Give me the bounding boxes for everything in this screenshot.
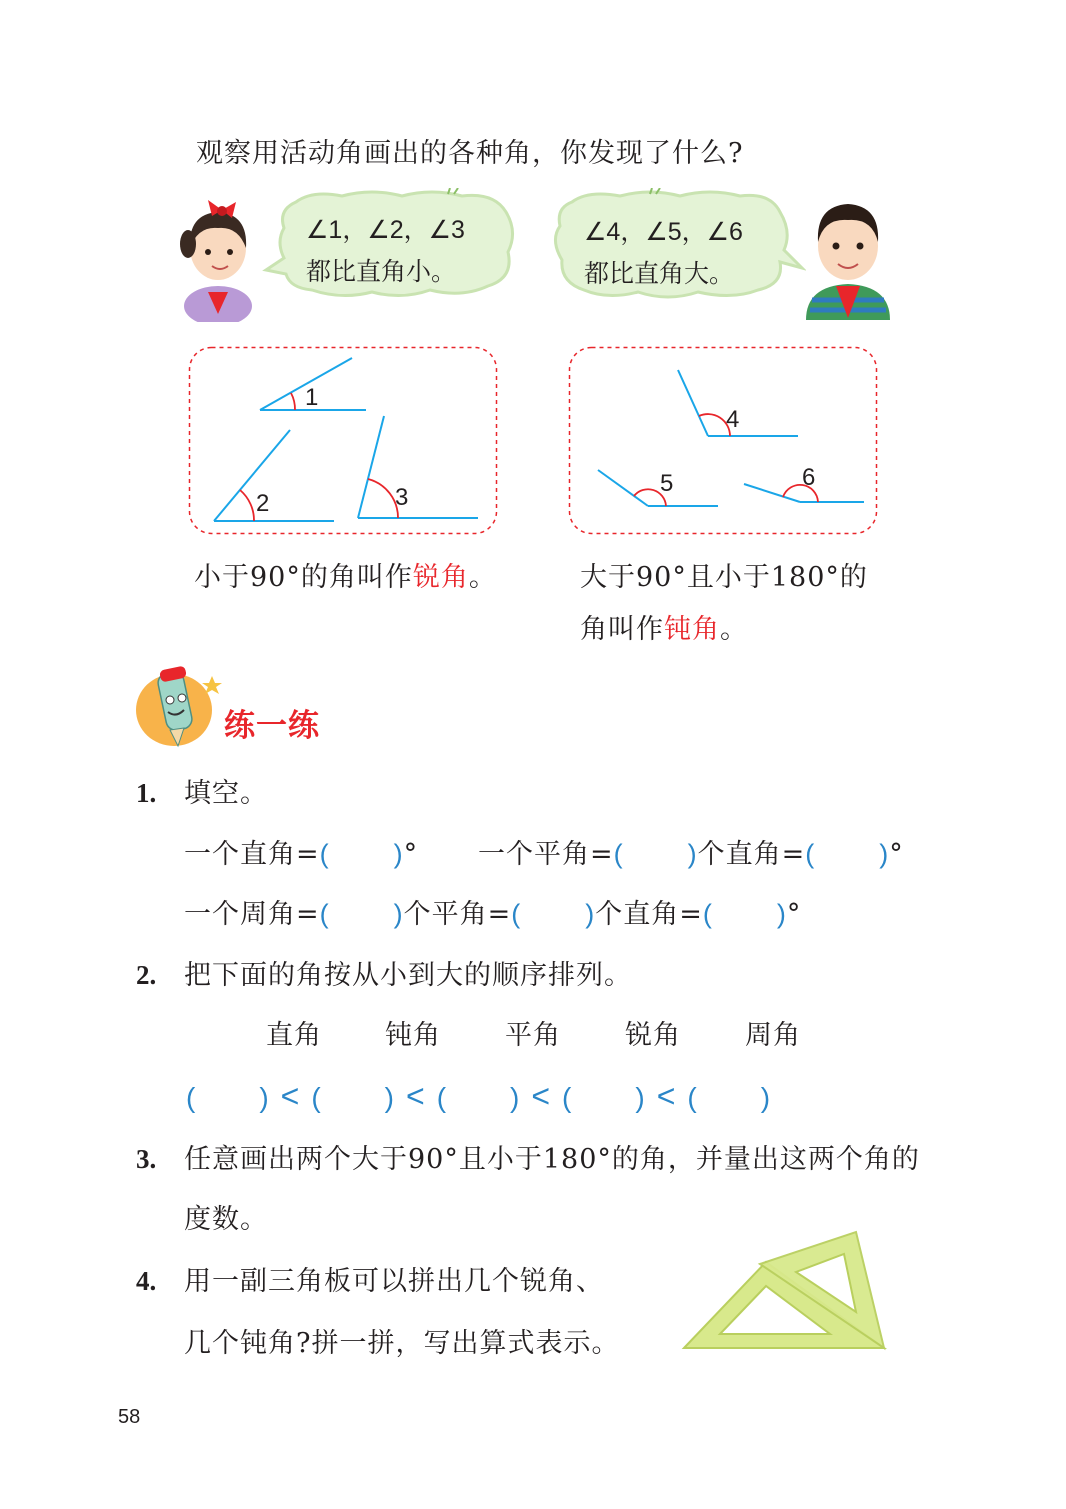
- girl-bubble-line1: ∠1，∠2，∠3: [306, 216, 465, 244]
- blank-close: ): [687, 839, 698, 869]
- q1-row1: [184, 838, 418, 871]
- q4-number: 4.: [136, 1266, 157, 1296]
- degree-sign: °: [786, 899, 802, 930]
- boy-bubble-line1: ∠4，∠5，∠6: [584, 218, 743, 246]
- q3-number: 3.: [136, 1144, 157, 1174]
- q1-row1-part2: [478, 838, 904, 871]
- acute-def-suffix: 。: [468, 562, 497, 593]
- blank-open: (: [687, 1082, 697, 1113]
- q1-r2-c: 个直角=: [595, 899, 703, 930]
- blank-close: ): [393, 899, 404, 929]
- blank-open: (: [805, 839, 816, 869]
- blank-close: ): [384, 1082, 394, 1113]
- q1-r2-a: 一个周角=: [184, 899, 320, 930]
- girl-illustration: [178, 196, 260, 322]
- blank-open: (: [319, 899, 330, 929]
- q4-line2: 几个钝角?拼一拼，写出算式表示。: [184, 1328, 620, 1359]
- less-than-sign: <: [531, 1078, 551, 1114]
- acute-def-prefix: 小于90°的角叫作: [194, 562, 413, 593]
- q2-angle-0: 直角: [266, 1020, 322, 1051]
- q2-angle-1: 钝角: [385, 1020, 441, 1051]
- q3-line1: 任意画出两个大于90°且小于180°的角，并量出这两个角的: [184, 1144, 920, 1175]
- blank-close: ): [635, 1082, 645, 1113]
- section-title: 练一练: [224, 708, 320, 744]
- blank-close: ): [393, 839, 404, 869]
- q1-number: 1.: [136, 778, 157, 808]
- angle-label-1: 1: [305, 384, 319, 411]
- blank-open: (: [436, 1082, 447, 1113]
- less-than-sign: <: [656, 1078, 676, 1114]
- obtuse-def-prefix: 角叫作: [580, 614, 664, 645]
- angle-3: [358, 416, 478, 518]
- q2-order-row: [186, 1080, 770, 1114]
- q2-angle-2: 平角: [505, 1020, 561, 1051]
- q1-r1-a: 一个直角=: [184, 839, 320, 870]
- q1-r2-b: 个平角=: [403, 899, 512, 930]
- girl-speech-bubble: [262, 188, 520, 308]
- acute-angles-box: [188, 346, 498, 536]
- q1-row2: [184, 898, 801, 931]
- obtuse-def-suffix: 。: [720, 614, 748, 645]
- boy-bubble-line2: 都比直角大。: [584, 259, 735, 288]
- blank-open: (: [511, 899, 522, 929]
- less-than-sign: <: [406, 1078, 425, 1114]
- angle-label-3: 3: [395, 484, 409, 511]
- q1-r1-d: 个直角=: [697, 839, 806, 870]
- boy-illustration: [802, 196, 894, 320]
- boy-speech-bubble: [548, 188, 806, 312]
- less-than-sign: <: [280, 1078, 300, 1114]
- blank-open: (: [311, 1082, 321, 1113]
- blank-close: ): [259, 1082, 269, 1113]
- q4-line1: 用一副三角板可以拼出几个锐角、: [184, 1266, 604, 1297]
- intro-question: 观察用活动角画出的各种角，你发现了什么?: [196, 138, 744, 169]
- blank-open: (: [319, 839, 330, 869]
- blank-open: (: [702, 899, 713, 929]
- blank-close: ): [760, 1082, 771, 1113]
- obtuse-def-line1: 大于90°且小于180°的: [580, 562, 868, 593]
- acute-term: 锐角: [412, 562, 469, 593]
- angle-label-2: 2: [256, 490, 270, 517]
- blank-close: ): [585, 899, 596, 929]
- q1-r1-c: 一个平角=: [478, 839, 614, 870]
- angle-5: [598, 470, 718, 506]
- page-number: 58: [118, 1406, 141, 1428]
- q2-title: 把下面的角按从小到大的顺序排列。: [184, 960, 632, 991]
- blank-close: ): [879, 839, 890, 869]
- q1-title: 填空。: [184, 778, 268, 809]
- acute-angle-definition: [194, 562, 497, 594]
- angle-label-4: 4: [726, 406, 740, 433]
- set-squares-illustration: [680, 1228, 890, 1354]
- obtuse-angle-definition: [580, 614, 748, 646]
- q2-angle-3: 锐角: [625, 1020, 681, 1051]
- blank-close: ): [776, 899, 787, 929]
- angle-2: [214, 430, 334, 521]
- blank-open: (: [613, 839, 624, 869]
- q2-angle-4: 周角: [745, 1020, 801, 1051]
- obtuse-term: 钝角: [664, 614, 720, 645]
- angle-label-5: 5: [660, 470, 674, 497]
- degree-sign: °: [403, 839, 419, 870]
- blank-open: (: [562, 1082, 572, 1113]
- pencil-mascot-icon: [132, 666, 228, 756]
- q3-line2: 度数。: [184, 1204, 268, 1235]
- angle-label-6: 6: [802, 464, 816, 491]
- q2-number: 2.: [136, 960, 157, 990]
- blank-open: (: [186, 1082, 196, 1113]
- degree-sign: °: [889, 839, 904, 870]
- girl-bubble-line2: 都比直角小。: [306, 257, 457, 286]
- blank-close: ): [510, 1082, 520, 1113]
- obtuse-angles-box: [568, 346, 878, 536]
